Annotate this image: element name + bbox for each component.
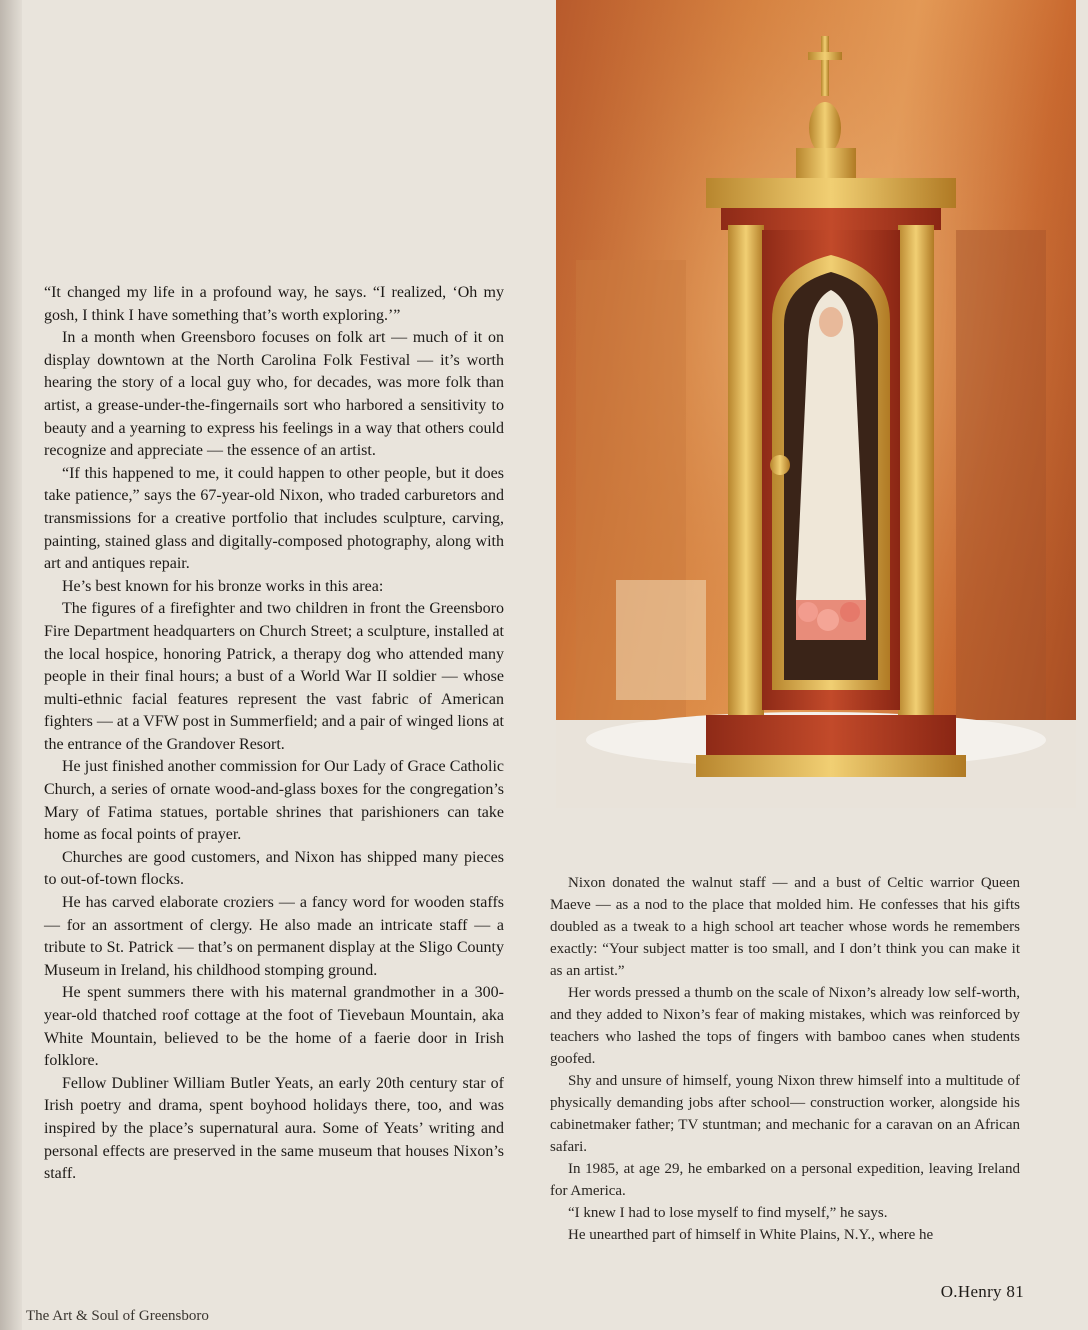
shrine-illustration — [556, 0, 1076, 808]
paragraph: Nixon donated the walnut staff — and a bust of Celtic warrior Queen Maeve — as a nod to the place that molded him. He confesses that his gifts doubled as a tweak to a high school art teacher whose words he remembers exactly: “Your subject matter is too small, and I don’t think you can make it as an artist.” — [550, 875, 1020, 979]
paragraph: “I knew I had to lose myself to find myself,” he says. — [568, 1205, 888, 1221]
left-text-column — [44, 282, 504, 1186]
right-text-column — [550, 872, 1020, 1246]
page-number: O.Henry 81 — [940, 1282, 1024, 1301]
paragraph: Fellow Dubliner William Butler Yeats, an early 20th century star of Irish poetry and drama, spent boyhood holidays there, too, and was inspired by the place’s supernatural aura. Some of Yeats’ writing and personal effects are preserved in the same museum that houses Nixon’s staff. — [44, 1074, 504, 1183]
paragraph: He unearthed part of himself in White Plains, N.Y., where he — [568, 1227, 934, 1243]
paragraph: He has carved elaborate croziers — a fancy word for wooden staffs — for an assortment of clergy. He also made an intricate staff — a tribute to St. Patrick — that’s on permanent display at the Sligo County Museum in Ireland, his childhood stomping ground. — [44, 894, 504, 979]
paragraph: “If this happened to me, it could happen to other people, but it does take patience,” says the 67-year-old Nixon, who traded carburetors and transmissions for a creative portfolio that includes sculpture, carving, painting, stained glass and digitally-composed photography, along with art and antiques repair. — [44, 464, 504, 573]
paragraph: He just finished another commission for Our Lady of Grace Catholic Church, a series of ornate wood-and-glass boxes for the congregation’s Mary of Fatima statues, portable shrines that parishioners can take home as focal points of prayer. — [44, 758, 504, 844]
paragraph: He’s best known for his bronze works in this area: — [62, 577, 384, 595]
paragraph: The figures of a firefighter and two children in front the Greensboro Fire Department headquarters on Church Street; a sculpture, installed at the local hospice, honoring Patrick, a therapy dog who attended many people in their final hours; a bust of a World War II soldier — whose multi-ethnic facial features represent the vast fabric of American fighters — at a VFW post in Summerfield; and a pair of winged lions at the entrance of the Grandover Resort. — [44, 600, 504, 753]
paragraph: Churches are good customers, and Nixon has shipped many pieces to out-of-town flocks. — [44, 848, 504, 889]
paragraph: He spent summers there with his maternal grandmother in a 300-year-old thatched roof cottage at the foot of Tievebaun Mountain, aka White Mountain, believed to be the home of a faerie door in Irish folklore. — [44, 984, 504, 1070]
paragraph: In a month when Greensboro focuses on folk art — much of it on display downtown at the North Carolina Folk Festival — it’s worth hearing the story of a local guy who, for decades, was more folk than artist, a grease-under-the-fingernails sort who harbored a sensitivity to beauty and a yearning to express his feelings in a way that others could recognize and appreciate — the essence of an artist. — [44, 329, 504, 460]
section-footer: The Art & Soul of Greensboro — [26, 1308, 209, 1324]
paragraph: In 1985, at age 29, he embarked on a personal expedition, leaving Ireland for America. — [550, 1161, 1020, 1199]
page-gutter-shadow — [0, 0, 22, 1330]
paragraph: “It changed my life in a profound way, he says. “I realized, ‘Oh my gosh, I think I have something that’s worth exploring.’” — [44, 284, 504, 324]
shrine-photo — [556, 0, 1076, 808]
paragraph: Her words pressed a thumb on the scale of Nixon’s already low self-worth, and they added to Nixon’s fear of making mistakes, which was reinforced by teachers who lashed the tops of fingers with bamboo canes when students goofed. — [550, 985, 1020, 1067]
paragraph: Shy and unsure of himself, young Nixon threw himself into a multitude of physically demanding jobs after school— construction worker, alongside his cabinetmaker father; TV stuntman; and mechanic for a caravan on an African safari. — [550, 1073, 1020, 1155]
